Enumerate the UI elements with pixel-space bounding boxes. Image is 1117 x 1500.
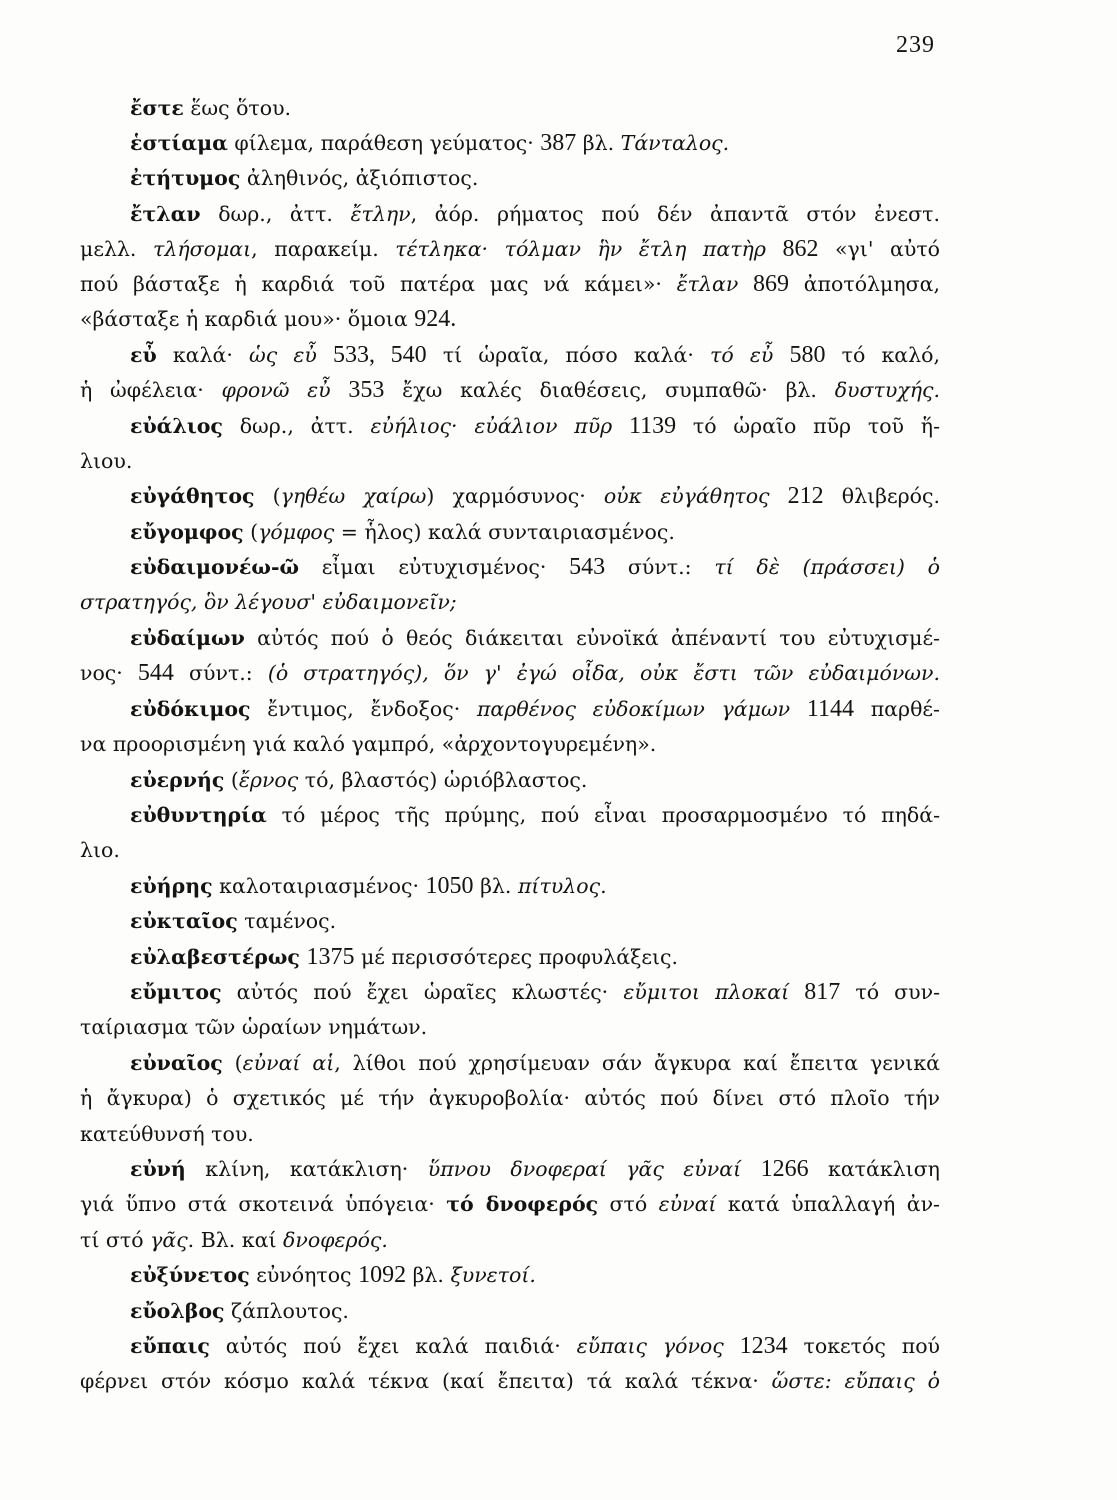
quotation: τλήσομαι [153, 237, 252, 261]
text-run: ταμένος. [237, 909, 337, 933]
verse-number: 1144 [806, 696, 854, 722]
text-line [130, 549, 940, 585]
text-run: αὐτός πού ἔχει καλά παιδιά· [209, 1334, 577, 1358]
quotation: τί δὲ (πράσσει) ὁ [714, 555, 940, 579]
headword: ἔστε [130, 96, 184, 120]
quotation: τέτληκα· τόλμαν ἣν ἔτλη πατὴρ [395, 237, 766, 261]
text-run: βλ. [473, 874, 518, 898]
text-line [130, 408, 940, 444]
text-run: ταίριασμα τῶν ὡραίων νημάτων. [80, 1015, 428, 1039]
quotation: εὔμιτοι πλοκαί [623, 980, 790, 1004]
text-run: δωρ., ἀττ. [200, 202, 351, 226]
headword: εὐναῖος [130, 1051, 223, 1075]
text-line [80, 1186, 940, 1222]
headword: εὐγάθητος [130, 484, 255, 508]
quotation: δνοφερός. [283, 1228, 388, 1252]
text-run: θλιβερός. [823, 484, 940, 508]
quotation: ἔρνος [238, 768, 299, 792]
headword: εὐθυντηρία [130, 803, 267, 827]
text-run: ( [222, 1051, 243, 1075]
text-line [80, 584, 940, 620]
text-run: τί ὡραῖα, πόσο καλά· [426, 343, 710, 367]
text-line [80, 655, 940, 691]
text-run: σύντ.: [605, 555, 715, 579]
headword: εὔπαις [130, 1334, 210, 1358]
quotation: οὐκ εὐγάθητος [603, 484, 770, 508]
text-run: εἶμαι εὐτυχισμένος· [298, 555, 570, 579]
text-run: σύντ.: [173, 661, 268, 685]
text-line [80, 231, 940, 267]
text-run: «γι' αὐτό [818, 237, 940, 261]
text-line [130, 1151, 940, 1187]
verse-number: 212 [787, 483, 824, 509]
quotation: πίτυλος. [517, 874, 607, 898]
verse-number: 1375 [306, 944, 355, 970]
quotation: Τάνταλος. [620, 131, 730, 155]
headword: εὔμιτος [130, 980, 222, 1004]
text-line [130, 1328, 940, 1364]
text-line [80, 372, 940, 408]
text-run: καλοταιριασμένος· [212, 874, 426, 898]
text-run: τό μέρος τῆς πρύμης, πού εἶναι προσαρμοσμένο τό πηδά- [266, 803, 940, 827]
text-line [130, 337, 940, 373]
verse-number: 1050 [425, 873, 474, 899]
text-run: κατάκλιση [808, 1157, 940, 1181]
text-run [770, 484, 788, 508]
text-line [80, 832, 940, 868]
text-run: αὐτός πού ὁ θεός διάκειται εὐνοϊκά ἀπέναντί του εὐτυχισμέ- [244, 626, 940, 650]
text-line [130, 1257, 940, 1293]
quotation: ἔτλην [350, 202, 411, 226]
headword: εὐάλιος [130, 414, 223, 438]
text-line [130, 1293, 940, 1329]
verse-number: 544 [137, 660, 174, 686]
text-line [80, 1009, 940, 1045]
verse-number: 533, 540 [333, 342, 427, 368]
text-line [80, 443, 940, 479]
text-run [789, 980, 804, 1004]
text-run: μελλ. [80, 237, 153, 261]
text-run: , ἀόρ. ρήματος πού δέν ἀπαντᾶ στόν ἐνεστ. [410, 202, 940, 226]
quotation: ὕπνου δνοφεραί γᾶς εὐναί [427, 1157, 742, 1181]
text-run: «βάσταξε ἡ καρδιά μου»· ὅμοια [80, 307, 415, 331]
headword: εὐνή [130, 1157, 186, 1181]
verse-number: 869 [753, 271, 789, 297]
verse-number: 1266 [760, 1156, 809, 1182]
verse-number: 1092 [358, 1262, 407, 1288]
text-run: τί στό [80, 1228, 151, 1252]
text-run: κατεύθυνσή του. [80, 1122, 254, 1146]
quotation: στρατηγός, ὃν λέγουσ' εὐδαιμονεῖν; [80, 590, 457, 614]
verse-number: 580 [789, 342, 826, 368]
text-line [130, 868, 940, 904]
text-run: εὐνόητος [249, 1263, 359, 1287]
text-run: ἀληθινός, ἀξιόπιστος. [240, 166, 479, 190]
text-run: μέ περισσότερες προφυλάξεις. [354, 945, 679, 969]
text-run [741, 1157, 760, 1181]
text-run: ( [224, 768, 239, 792]
text-run: λιο. [80, 838, 120, 862]
text-line [130, 514, 940, 550]
text-run: ἕως ὅτου. [183, 96, 292, 120]
text-run: δωρ., ἀττ. [222, 414, 371, 438]
text-line [130, 478, 940, 514]
verse-number: 1139 [629, 413, 677, 439]
text-run: τό καλό, [825, 343, 940, 367]
text-run: αὐτός πού ἔχει ὡραῖες κλωστές· [221, 980, 624, 1004]
quotation: δυστυχής. [834, 378, 941, 402]
text-line [80, 1116, 940, 1152]
text-run [766, 237, 783, 261]
text-run [738, 272, 753, 296]
text-run: βλ. [576, 131, 621, 155]
text-run: ἔχω καλές διαθέσεις, συμπαθῶ· βλ. [384, 378, 835, 402]
text-run: τό, βλαστός) ὡριόβλαστος. [298, 768, 588, 792]
headword: εὐερνής [130, 768, 225, 792]
text-run [317, 343, 333, 367]
quotation: εὐήλιος· εὐάλιον πῦρ [370, 414, 613, 438]
text-run: ζάπλουτος. [224, 1299, 349, 1323]
quotation: ξυνετοί. [450, 1263, 536, 1287]
text-run [724, 1334, 740, 1358]
text-line [130, 90, 940, 126]
headword: εὐξύνετος [130, 1263, 250, 1287]
text-run: ἔντιμος, ἔνδοξος· [250, 697, 477, 721]
text-line [130, 1045, 940, 1081]
quotation: εὐναί [658, 1192, 717, 1216]
text-line [130, 125, 940, 161]
text-run: , παρακείμ. [251, 237, 396, 261]
headword: εὔολβος [130, 1299, 225, 1323]
quotation: εὐναί αἱ [242, 1051, 335, 1075]
text-run [612, 414, 629, 438]
text-run: τό συν- [840, 980, 940, 1004]
headword: εὐδαίμων [130, 626, 245, 650]
text-line [130, 160, 940, 196]
text-run: φέρνει στόν κόσμο καλά τέκνα (καί ἔπειτα) τά καλά τέκνα· [80, 1369, 772, 1393]
text-line [80, 301, 940, 337]
headword: εὐδαιμονέω-ῶ [130, 555, 299, 579]
text-run: = ἧλος) καλά συνταιριασμένος. [334, 520, 675, 544]
text-line [130, 620, 940, 656]
quotation: ἔτλαν [676, 272, 739, 296]
verse-number: 817 [804, 979, 841, 1005]
text-line [130, 691, 940, 727]
verse-number: 924. [414, 306, 457, 332]
text-run: , λίθοι πού χρησίμευαν σάν ἄγκυρα καί ἔπειτα γενικά [334, 1051, 940, 1075]
headword: εὐδόκιμος [130, 697, 251, 721]
text-run: ἡ ἄγκυρα) ὁ σχετικός μέ τήν ἀγκυροβολία· αὐτός πού δίνει στό πλοῖο τήν [80, 1086, 940, 1110]
quotation: γόμφος [258, 520, 335, 544]
text-line [80, 1363, 940, 1399]
headword: εὐήρης [130, 874, 213, 898]
text-run: βλ. [406, 1263, 451, 1287]
verse-number: 387 [540, 130, 577, 156]
verse-number: 353 [348, 377, 385, 403]
quotation: ὡς εὖ [249, 343, 317, 367]
text-run: καλά· [156, 343, 250, 367]
text-line [80, 1222, 940, 1258]
quotation: παρθένος εὐδοκίμων γάμων [476, 697, 791, 721]
text-line [80, 1080, 940, 1116]
text-line [130, 974, 940, 1010]
text-run: φίλεμα, παράθεση γεύματος· [227, 131, 541, 155]
headword: ἑστίαμα [130, 131, 228, 155]
text-run: κατά ὑπαλλαγή ἀν- [716, 1192, 940, 1216]
page-number: 239 [896, 32, 935, 58]
text-run [773, 343, 789, 367]
headword: ἐτήτυμος [130, 166, 241, 190]
text-run: ἀποτόλμησα, [789, 272, 941, 296]
headword: εὐλαβεστέρως [130, 945, 300, 969]
text-line [130, 797, 940, 833]
text-line [80, 266, 940, 302]
quotation: εὔπαις γόνος [576, 1334, 724, 1358]
text-run: παρθέ- [853, 697, 940, 721]
text-line [130, 762, 940, 798]
quotation: τό εὖ [710, 343, 774, 367]
headword: εὖ [130, 343, 157, 367]
text-run [331, 378, 349, 402]
quotation: ὥστε: εὔπαις ὁ [771, 1369, 940, 1393]
text-run: ( [243, 520, 259, 544]
text-run: ἡ ὠφέλεια· [80, 378, 222, 402]
text-line [130, 903, 940, 939]
text-line [130, 196, 940, 232]
text-run [790, 697, 807, 721]
headword: εὐκταῖος [130, 909, 238, 933]
text-run: να προορισμένη γιά καλό γαμπρό, «ἀρχοντογυρεμένη». [80, 732, 657, 756]
text-run: στό [598, 1192, 659, 1216]
text-run: λιου. [80, 449, 133, 473]
text-run: ( [254, 484, 281, 508]
quotation: (ὁ στρατηγός), ὅν γ' ἐγώ οἶδα, οὐκ ἔστι τῶν εὐδαιμόνων. [267, 661, 940, 685]
text-run: κλίνη, κατάκλιση· [185, 1157, 428, 1181]
verse-number: 543 [569, 554, 606, 580]
verse-number: 1234 [739, 1333, 788, 1359]
text-run: τοκετός πού [787, 1334, 941, 1358]
text-run: γιά ὕπνο στά σκοτεινά ὑπόγεια· [80, 1192, 447, 1216]
text-run: τό ὡραῖο πῦρ τοῦ ἥ- [676, 414, 941, 438]
text-line [80, 726, 940, 762]
quotation: γηθέω χαίρω [280, 484, 427, 508]
text-run: ) χαρμόσυνος· [426, 484, 604, 508]
text-run: πού βάσταξε ἡ καρδιά τοῦ πατέρα μας νά κάμει»· [80, 272, 677, 296]
text-line [130, 939, 940, 975]
verse-number: 862 [782, 236, 819, 262]
headword: εὔγομφος [130, 520, 244, 544]
headword: τό δνοφερός [446, 1192, 599, 1216]
quotation: φρονῶ εὖ [221, 378, 331, 402]
text-run: νος· [80, 661, 138, 685]
headword: ἔτλαν [130, 202, 201, 226]
text-run: . Βλ. καί [187, 1228, 284, 1252]
quotation: γᾶς [150, 1228, 188, 1252]
